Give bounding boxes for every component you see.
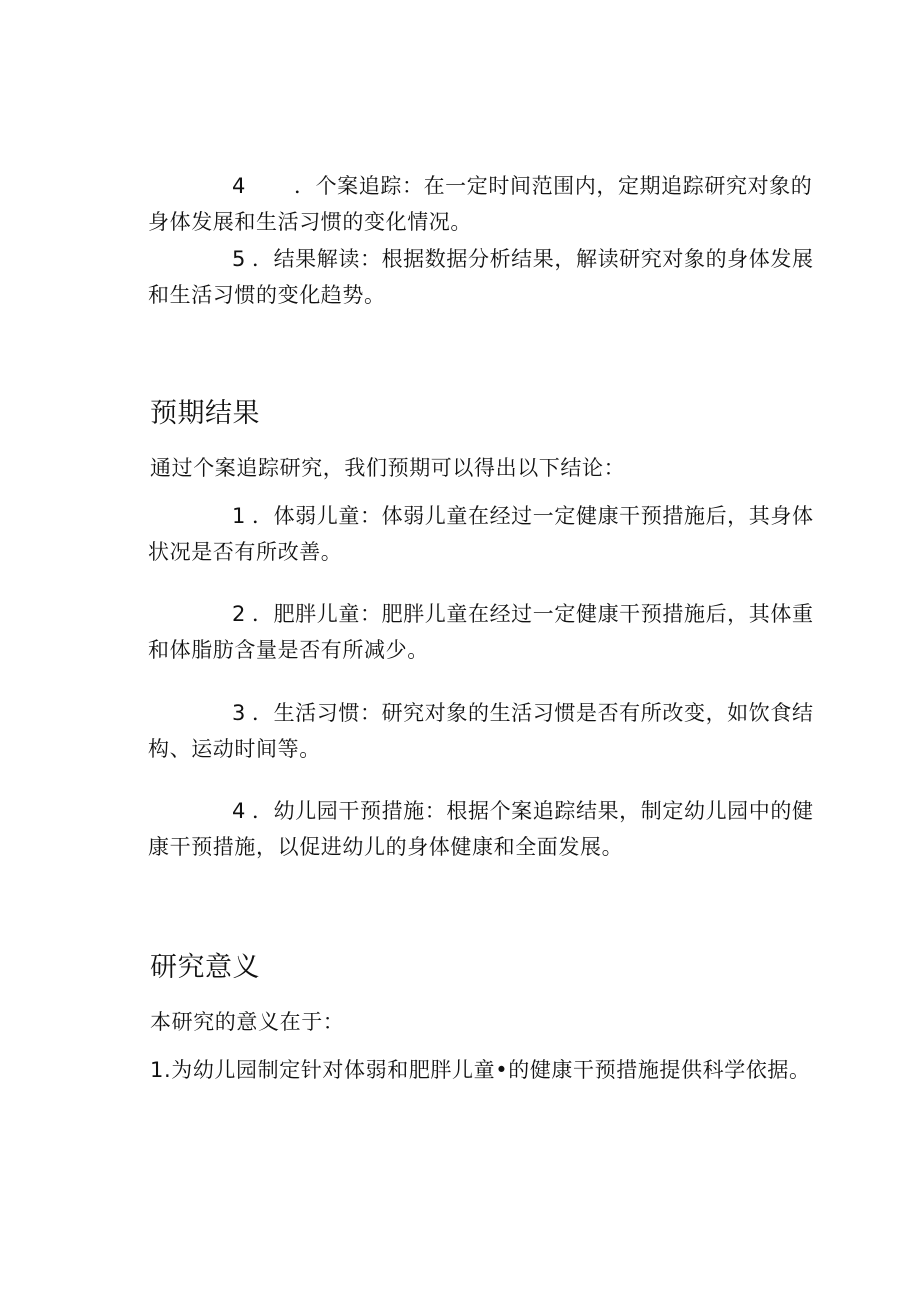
list-number: 2 — [232, 602, 246, 626]
list-item-obese-children — [148, 596, 820, 668]
section-heading-significance: 研究意义 — [150, 952, 260, 983]
significance-item: 1.为幼儿园制定针对体弱和肥胖儿童•的健康干预措施提供科学依据。 — [150, 1058, 811, 1082]
list-item-living-habits — [148, 695, 820, 767]
list-number: 4 — [232, 799, 246, 823]
list-text: ．生活习惯：研究对象的生活习惯是否有所改变，如饮食结构、运动时间等。 — [148, 701, 814, 761]
list-item-weak-children — [148, 498, 820, 570]
section-intro-expected: 通过个案追踪研究，我们预期可以得出以下结论： — [150, 456, 626, 480]
list-item-kindergarten-intervention — [148, 793, 820, 865]
list-number: 5 — [232, 247, 246, 271]
list-item-tracking — [148, 168, 820, 240]
list-number: 4 — [232, 174, 246, 198]
list-number: 1 — [232, 504, 246, 528]
list-text: ．体弱儿童：体弱儿童在经过一定健康干预措施后，其身体状况是否有所改善。 — [148, 504, 814, 564]
list-item-interpretation — [148, 241, 820, 313]
list-text: ．肥胖儿童：肥胖儿童在经过一定健康干预措施后，其体重和体脂肪含量是否有所减少。 — [148, 602, 814, 662]
list-text: ．个案追踪：在一定时间范围内，定期追踪研究对象的身体发展和生活习惯的变化情况。 — [148, 174, 813, 234]
section-heading-expected-results: 预期结果 — [150, 398, 260, 429]
list-text: ．结果解读：根据数据分析结果，解读研究对象的身体发展和生活习惯的变化趋势。 — [148, 247, 814, 307]
section-intro-significance: 本研究的意义在于： — [150, 1010, 345, 1034]
list-number: 3 — [232, 701, 246, 725]
list-text: ．幼儿园干预措施：根据个案追踪结果，制定幼儿园中的健康干预措施，以促进幼儿的身体健康和全面发展。 — [148, 799, 814, 859]
